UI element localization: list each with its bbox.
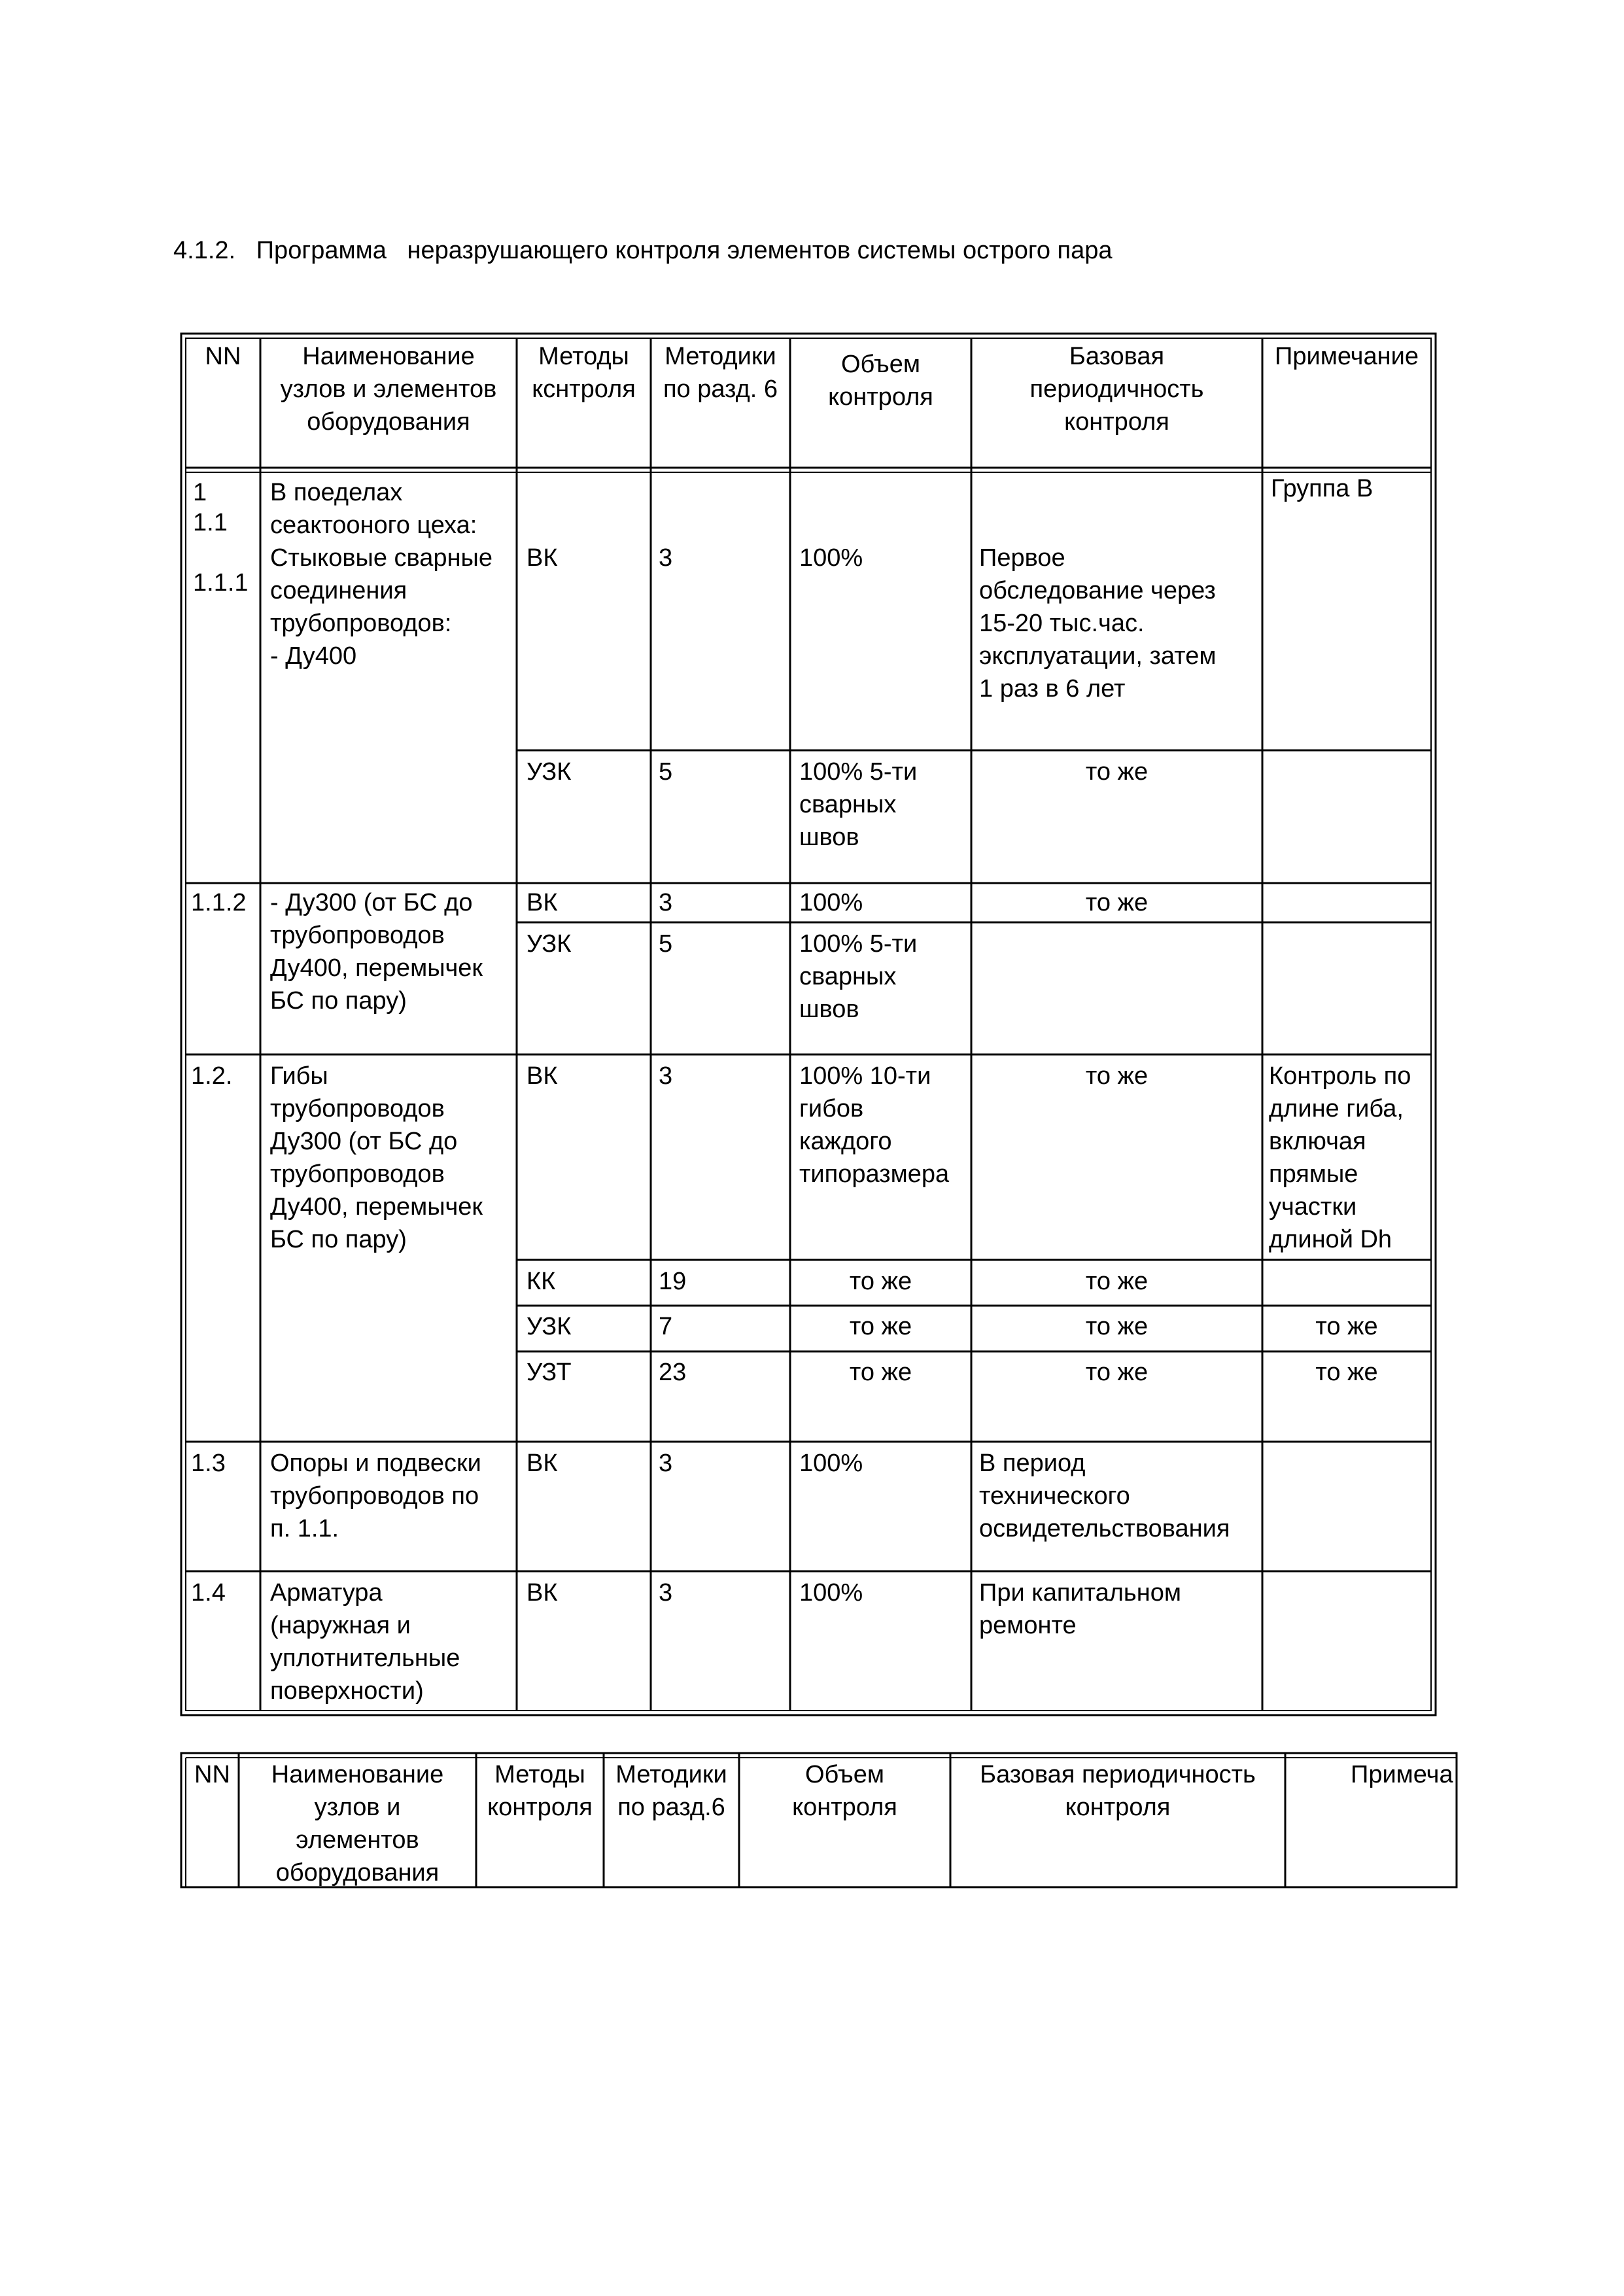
t2-header-note: Примеча <box>1351 1761 1453 1788</box>
group12-kk-procedure: 19 <box>659 1268 687 1295</box>
group112-vk-method: ВК <box>527 889 558 916</box>
group14-name: Арматура (наружная и уплотнительные поверхности) <box>270 1579 460 1705</box>
group13-period: В период технического освидетельствования <box>979 1450 1230 1542</box>
group112-vk-volume: 100% <box>799 889 863 916</box>
group12-uzk-volume: то же <box>849 1313 912 1340</box>
header-volume: Объем контроля <box>828 351 933 411</box>
page-title: 4.1.2. Программа неразрушающего контроля элементов системы острого пара <box>173 237 1113 264</box>
group1-nn: 1 1.1 1.1.1 <box>193 479 249 597</box>
group112-vk-period: то же <box>1085 889 1149 916</box>
group12-uzk-procedure: 7 <box>659 1313 673 1340</box>
group14-period: При капитальном ремонте <box>979 1579 1181 1639</box>
group1-uzk-procedure: 5 <box>659 758 673 786</box>
group12-uzt-method: УЗТ <box>527 1359 572 1386</box>
group13-method: ВК <box>527 1450 558 1477</box>
t2-header-nn: NN <box>194 1761 230 1788</box>
header-name: Наименование узлов и элементов оборудования <box>280 343 497 436</box>
group14-procedure: 3 <box>659 1579 673 1607</box>
group1-uzk-method: УЗК <box>527 758 572 786</box>
group112-vk-procedure: 3 <box>659 889 673 916</box>
group12-name: Гибы трубопроводов Ду300 (от БС до трубопроводов Ду400, перемычек БС по пару) <box>270 1062 483 1253</box>
group1-vk-method: ВК <box>527 544 558 572</box>
group13-name: Опоры и подвески трубопроводов по п. 1.1. <box>270 1450 481 1542</box>
t2-header-period: Базовая периодичность контроля <box>980 1761 1256 1821</box>
group1-vk-procedure: 3 <box>659 544 673 572</box>
group12-uzt-note: то же <box>1315 1359 1378 1386</box>
group12-vk-volume: 100% 10-ти гибов каждого типоразмера <box>799 1062 950 1188</box>
group14-method: ВК <box>527 1579 558 1607</box>
group12-vk-note: Контроль по длине гиба, включая прямые участки длиной Dh <box>1269 1062 1411 1253</box>
group112-nn: 1.1.2 <box>191 889 247 916</box>
group12-vk-method: ВК <box>527 1062 558 1090</box>
group112-uzk-procedure: 5 <box>659 930 673 958</box>
group13-procedure: 3 <box>659 1450 673 1477</box>
group12-vk-period: то же <box>1085 1062 1149 1090</box>
group12-kk-period: то же <box>1085 1268 1149 1295</box>
group112-name: - Ду300 (от БС до трубопроводов Ду400, перемычек БС по пару) <box>270 889 483 1015</box>
group14-volume: 100% <box>799 1579 863 1607</box>
group1-name: В поеделах сеактооного цеха: Стыковые сварные соединения трубопроводов: - Ду400 <box>270 479 492 670</box>
group13-volume: 100% <box>799 1450 863 1477</box>
t2-header-methods: Методы контроля <box>487 1761 593 1821</box>
header-note: Примечание <box>1275 343 1419 370</box>
group12-uzt-period: то же <box>1085 1359 1149 1386</box>
group12-uzk-note: то же <box>1315 1313 1378 1340</box>
header-methods: Методы кснтроля <box>532 343 636 403</box>
group1-vk-period: Первое обследование через 15-20 тыс.час. эксплуатации, затем 1 раз в 6 лет <box>979 544 1217 703</box>
group12-uzt-procedure: 23 <box>659 1359 687 1386</box>
t2-header-name: Наименование узлов и элементов оборудования <box>271 1761 444 1887</box>
t2-header-volume: Объем контроля <box>792 1761 897 1821</box>
group12-vk-procedure: 3 <box>659 1062 673 1090</box>
group1-vk-volume: 100% <box>799 544 863 572</box>
group12-nn: 1.2. <box>191 1062 233 1090</box>
group112-uzk-method: УЗК <box>527 930 572 958</box>
t2-header-procedures: Методики по разд.6 <box>615 1761 727 1821</box>
group14-nn: 1.4 <box>191 1579 226 1607</box>
group1-note: Группа В <box>1271 475 1373 502</box>
group1-uzk-period: то же <box>1085 758 1149 786</box>
header-nn: NN <box>205 343 241 370</box>
group1-uzk-volume: 100% 5-ти сварных швов <box>799 758 918 851</box>
group12-kk-volume: то же <box>849 1268 912 1295</box>
group12-uzk-method: УЗК <box>527 1313 572 1340</box>
group13-nn: 1.3 <box>191 1450 226 1477</box>
header-procedures: Методики по разд. 6 <box>663 343 778 403</box>
group12-uzt-volume: то же <box>849 1359 912 1386</box>
group12-kk-method: КК <box>527 1268 556 1295</box>
header-period: Базовая периодичность контроля <box>1029 343 1204 436</box>
group12-uzk-period: то же <box>1085 1313 1149 1340</box>
group112-uzk-volume: 100% 5-ти сварных швов <box>799 930 918 1023</box>
